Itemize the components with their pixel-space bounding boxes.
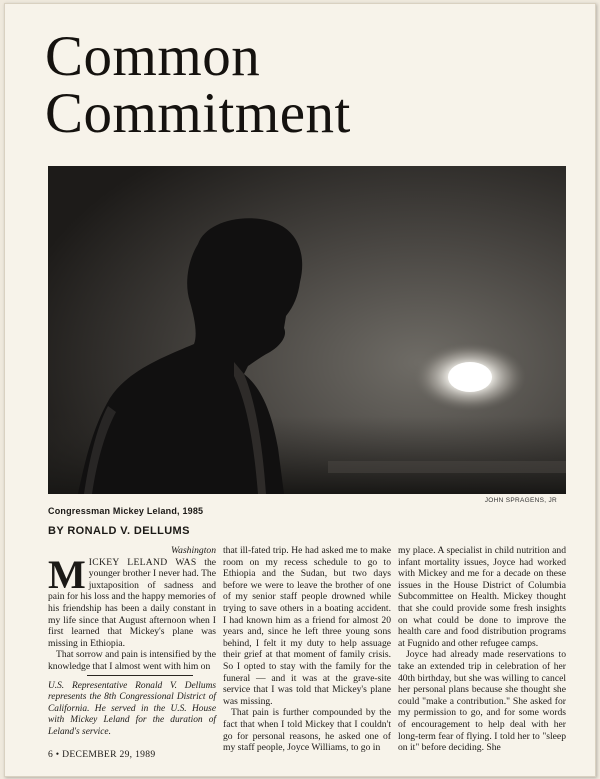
author-bio: U.S. Representative Ronald V. Dellums represents the 8th Congressional District of California. He served in the U.S. House with Mickey Leland for the duration of Leland's service. [48, 681, 216, 737]
lead-paragraph [48, 551, 217, 650]
paragraph: that ill-fated trip. He had asked me to make room on my recess schedule to go to Ethiopia and the Sudan, but two days before we were to leave the brother of one of my senior staff people drowned while trying to save others in a boating accident. I had known him as a friend for almost 20 years and, since he left three young sons behind, I felt it my duty to help assuage their grief at that moment of family crisis. So I opted to stay with the family for the funeral — and it was at the grave-site service that I was told that Mickey's plane was missing. [223, 545, 391, 707]
text-column-3 [398, 545, 566, 754]
headline-line-2: Commitment [45, 82, 351, 145]
byline: BY RONALD V. DELLUMS [48, 525, 190, 537]
photo-credit: JOHN SPRAGENS, JR [484, 497, 557, 504]
bio-divider [87, 675, 193, 676]
paragraph: Joyce had already made reservations to take an extended trip in celebration of her 40th birthday, but she was willing to cancel her personal plans because she thought she could "make a contribution." She asked for my permission to go, and for some words of encouragement to help deal with her long-term fear of flying. I told her to "sleep on it" before deciding. She [398, 649, 566, 754]
photo-illustration [48, 166, 566, 494]
page-folio: 6 • DECEMBER 29, 1989 [48, 749, 156, 760]
lead-in: ICKEY LELAND WAS [88, 556, 197, 568]
text-column-2 [223, 545, 391, 754]
article-photo [48, 166, 566, 494]
dateline: Washington [171, 545, 216, 556]
paragraph: That sorrow and pain is intensified by the knowledge that I almost went with him on [48, 649, 216, 672]
paragraph: my place. A specialist in child nutrition and infant mortality issues, Joyce had worked with Mickey and me for a decade on these issues in the House District of Columbia Subcommittee on Health. Mickey thought that she could provide some fresh insights on what could be done to improve the health care and food distribution programs at Fugnido and other refugee camps. [398, 545, 566, 649]
text-column-1 [48, 545, 216, 673]
drop-cap: M [48, 551, 86, 597]
article-headline [45, 25, 351, 145]
photo-caption: Congressman Mickey Leland, 1985 [48, 506, 204, 516]
headline-line-1: Common [45, 25, 261, 88]
paragraph: That pain is further compounded by the fact that when I told Mickey that I couldn't go for personal reasons, he asked one of my staff people, Joyce Williams, to go in [223, 707, 391, 754]
lead-text: the younger brother I never had. The juxtaposition of sadness and pain for his loss and the happy memories of his friendship has been a daily constant in my life since that August afternoon when I first learned that Mickey's plane was missing in Ethiopia. [48, 556, 217, 649]
magazine-page [4, 3, 596, 777]
